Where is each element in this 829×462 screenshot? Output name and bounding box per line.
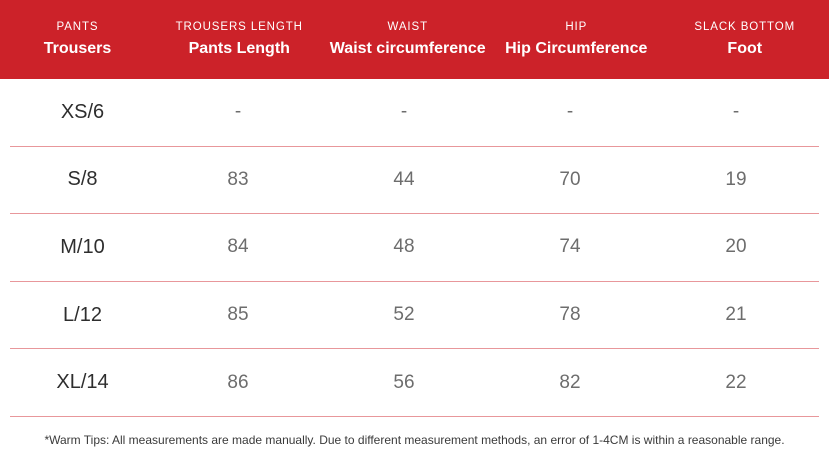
cell-pants-length: 85: [227, 304, 249, 326]
header-cell-waist: [324, 20, 493, 59]
table-row: [10, 349, 819, 416]
header-subtitle: SLACK BOTTOM: [694, 21, 796, 33]
header-subtitle: HIP: [565, 21, 588, 33]
table-row: [10, 147, 819, 215]
cell-hip: -: [566, 101, 574, 123]
cell-size: M/10: [60, 235, 105, 258]
header-title: Trousers: [43, 40, 112, 57]
cell-foot: -: [732, 101, 740, 123]
cell-waist: 52: [393, 304, 415, 326]
header-subtitle: WAIST: [387, 21, 428, 33]
header-subtitle: TROUSERS LENGTH: [175, 21, 303, 33]
cell-foot: 19: [725, 168, 747, 190]
header-title: Foot: [727, 40, 763, 57]
header-cell-pants-length: [155, 20, 324, 59]
footer-note: *Warm Tips: All measurements are made manually. Due to different measurement methods, an error of 1-4CM is within a reasonable range.: [44, 432, 785, 447]
header-cell-foot: [661, 20, 829, 59]
cell-waist: 56: [393, 371, 415, 393]
table-row: [10, 79, 819, 147]
cell-waist: 48: [393, 236, 415, 258]
cell-size: S/8: [67, 168, 98, 191]
cell-size: XL/14: [56, 371, 109, 394]
cell-foot: 21: [725, 304, 747, 326]
cell-pants-length: 84: [227, 236, 249, 258]
cell-waist: 44: [393, 168, 415, 190]
header-title: Hip Circumference: [505, 40, 648, 57]
table-body: [0, 79, 829, 416]
cell-hip: 82: [559, 371, 581, 393]
table-row: [10, 282, 819, 350]
header-subtitle: PANTS: [56, 21, 99, 33]
cell-size: L/12: [63, 303, 102, 326]
table-header-row: [0, 0, 829, 79]
cell-hip: 78: [559, 304, 581, 326]
cell-pants-length: -: [234, 101, 242, 123]
cell-hip: 70: [559, 168, 581, 190]
header-title: Pants Length: [188, 40, 290, 57]
header-cell-hip: [492, 20, 661, 59]
cell-foot: 20: [725, 236, 747, 258]
cell-foot: 22: [725, 371, 747, 393]
cell-hip: 74: [559, 236, 581, 258]
header-cell-trousers: [0, 20, 155, 59]
cell-waist: -: [400, 101, 408, 123]
table-row: [10, 214, 819, 282]
cell-pants-length: 83: [227, 168, 249, 190]
cell-pants-length: 86: [227, 371, 249, 393]
cell-size: XS/6: [60, 100, 105, 123]
header-title: Waist circumference: [329, 40, 486, 57]
